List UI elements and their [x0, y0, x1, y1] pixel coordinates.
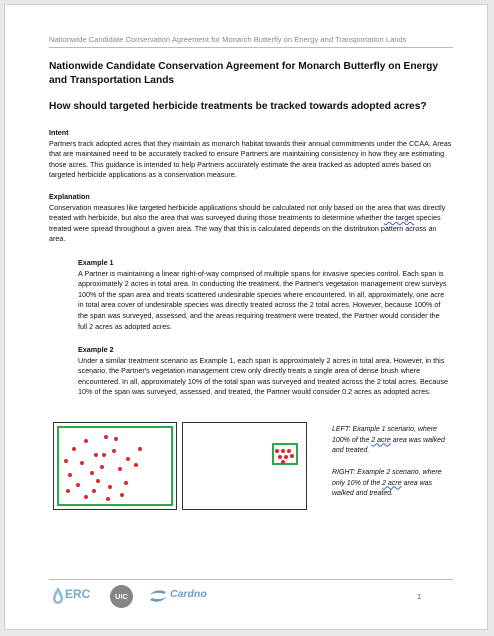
footer-rule [49, 579, 453, 580]
weed-dot [104, 435, 108, 439]
weed-dot [287, 449, 291, 453]
weed-dot [281, 460, 285, 464]
intent-body: Partners track adopted acres that they maintain as monarch habitat towards their annual commitments under the CCAA. Areas that are maintained need to be accurately tracked to ensure Partners are maintaining consistency in how they are estimating those acres. This guidance is intended to help Partners accurately estimate the area tracked as adopted acres based on targeted herbicide applications as a conservation measure. [49, 138, 452, 180]
caption-right-end: area was walked and treated. [332, 479, 433, 498]
explanation-body-part1: Conservation measures like targeted herbicide applications should be calculated not only based on the area that was directly treated with herbicide, but also the area that was surveyed during those treatments to determine whether [49, 202, 446, 223]
weed-dot [108, 485, 112, 489]
explanation-section [49, 192, 453, 245]
weed-dot [102, 453, 106, 457]
weed-dot [138, 447, 142, 451]
uic-logo-icon: UIC [110, 585, 133, 608]
weed-dot [134, 463, 138, 467]
example2-diagram [182, 422, 307, 510]
weed-dot [68, 473, 72, 477]
intent-heading: Intent [49, 128, 69, 137]
document-title: Nationwide Candidate Conservation Agreement for Monarch Butterfly on Energy and Transportation Lands [49, 61, 439, 86]
weed-dot [64, 459, 68, 463]
example1-heading: Example 1 [78, 258, 114, 267]
weed-dot [72, 447, 76, 451]
weed-dot [112, 449, 116, 453]
weed-dot [126, 457, 130, 461]
explanation-body [49, 203, 453, 245]
example2-heading: Example 2 [78, 345, 114, 354]
weed-dot [278, 455, 282, 459]
caption-right [332, 468, 452, 500]
caption-left-flag: 2 acre [371, 436, 391, 444]
weed-dot [80, 461, 84, 465]
weed-dot [76, 483, 80, 487]
treated-patch-boundary [272, 443, 298, 465]
weed-dot [92, 489, 96, 493]
weed-dot [118, 467, 122, 471]
example1-section [78, 258, 450, 332]
explanation-body-part2: species treated were spread throughout a given area. The way that this is calculated depends on the distribution pattern across an area. [49, 213, 441, 244]
weed-dot [90, 471, 94, 475]
weed-dot [96, 479, 100, 483]
example1-diagram [53, 422, 177, 510]
weed-dot [275, 449, 279, 453]
document-page [4, 4, 488, 630]
weed-dot [106, 497, 110, 501]
example1-body: A Partner is maintaining a linear right-of-way comprised of multiple spans for invasive species control. Each span is approximately 2 acres in total area. In conducting the treatment, the Partner's vegetation management crew surveys 100% of the span area and treats scattered undesirable species where encountered. In all, approximately, one acre in total area cover of undesirable species was directly treated across the 2 total acres. However, because 100% of the span was surveyed, assessed, and the areas requiring treatment were treated, the Partner would consider the full 2 acres as adopted acres. [78, 268, 447, 331]
caption-left-end: area was walked and treated. [332, 436, 445, 455]
weed-dot [290, 454, 294, 458]
weed-dot [114, 437, 118, 441]
weed-dot [124, 481, 128, 485]
example2-section [78, 345, 450, 398]
cardno-logo-text: Cardno [170, 588, 207, 600]
erc-logo-icon [51, 585, 103, 609]
weed-dot [120, 493, 124, 497]
caption-left-text: LEFT: Example 1 scenario, where 100% of the [332, 426, 437, 444]
caption-right-flag: 2 acre [382, 479, 402, 487]
weed-dot [100, 465, 104, 469]
section-question: How should targeted herbicide treatments be tracked towards adopted acres? [49, 101, 427, 112]
cardno-logo-icon [148, 588, 232, 604]
weed-dot [281, 449, 285, 453]
running-header: Nationwide Candidate Conservation Agreement for Monarch Butterfly on Energy and Transportation Lands [49, 35, 453, 48]
erc-logo-text: ERC [65, 587, 91, 601]
intent-section [49, 128, 453, 181]
weed-dot [94, 453, 98, 457]
weed-dot [284, 455, 288, 459]
page-number: 1 [417, 592, 422, 601]
caption-left [332, 425, 452, 457]
weed-dot [84, 495, 88, 499]
weed-dot [66, 489, 70, 493]
explanation-heading: Explanation [49, 192, 90, 201]
example2-body: Under a similar treatment scenario as Example 1, each span is approximately 2 acres in total area. However, in this scenario, the Partner's vegetation management crew only directly treats a single area of dense brush where encountered. In all, approximately 10% of the total span was surveyed and treated across the 2 total acres. Because 10% of the span was surveyed, assessed, and treated, the Partner would consider 0.2 acres as adopted acres. [78, 355, 448, 397]
spellcheck-flag: the target [383, 213, 415, 223]
weed-dot [84, 439, 88, 443]
caption-right-text: RIGHT: Example 2 scenario, where only 10% of the [332, 469, 442, 487]
